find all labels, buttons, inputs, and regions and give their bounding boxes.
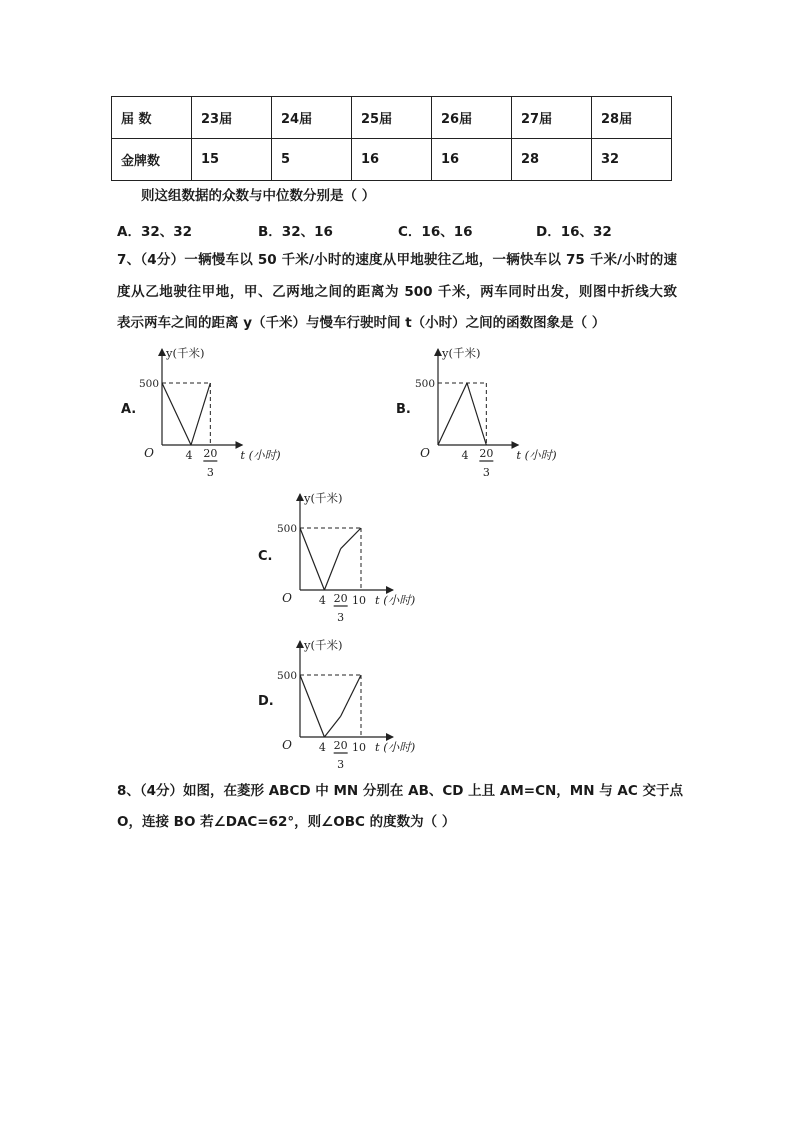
q7-line-3: 表示两车之间的距离 y（千米）与慢车行驶时间 t（小时）之间的函数图象是（ ） bbox=[117, 315, 606, 331]
t-tick-frac-den: 3 bbox=[206, 466, 214, 479]
table-cell: 24届 bbox=[272, 97, 352, 139]
t-tick-frac-den: 3 bbox=[337, 758, 345, 771]
t-tick-4: 4 bbox=[185, 449, 193, 462]
option-label: B． bbox=[258, 224, 282, 240]
q7-graph-b bbox=[406, 340, 556, 490]
series-segment bbox=[191, 383, 210, 445]
option-label: D． bbox=[536, 224, 561, 240]
t-tick-frac-num: 20 bbox=[479, 447, 494, 460]
option-text: 16、16 bbox=[421, 224, 473, 240]
series-segment bbox=[300, 675, 324, 737]
y-tick-500: 500 bbox=[276, 670, 297, 682]
t-axis-label: t (小时) bbox=[375, 593, 416, 607]
table-row-label: 金牌数 bbox=[112, 139, 192, 181]
t-tick-4: 4 bbox=[461, 449, 469, 462]
q8-line-1: 8、（4分）如图，在菱形 ABCD 中 MN 分别在 AB、CD 上且 AM=CN，MN 与 AC 交于点 bbox=[117, 783, 683, 799]
y-axis-label: y(千米) bbox=[304, 491, 343, 505]
table-cell: 16 bbox=[352, 139, 432, 181]
origin-label: O bbox=[144, 446, 154, 460]
q8-line-2: O，连接 BO 若∠DAC=62°，则∠OBC 的度数为（ ） bbox=[117, 814, 456, 830]
q7-option-a[interactable]: A. bbox=[121, 402, 137, 417]
table-cell: 5 bbox=[272, 139, 352, 181]
q7-option-d[interactable]: D. bbox=[258, 694, 274, 709]
q7-graph-d bbox=[268, 632, 418, 782]
series-segment bbox=[300, 528, 324, 590]
y-axis-label: y(千米) bbox=[304, 638, 343, 652]
series-segment bbox=[438, 383, 467, 445]
q7-line-2: 度从乙地驶往甲地，甲、乙两地之间的距离为 500 千米，两车同时出发，则图中折线大致 bbox=[117, 284, 677, 300]
y-axis-label: y(千米) bbox=[442, 346, 481, 360]
series-segment bbox=[467, 383, 486, 445]
table-cell: 15 bbox=[192, 139, 272, 181]
series-segment bbox=[162, 383, 191, 445]
y-tick-500: 500 bbox=[414, 378, 435, 390]
series-segment bbox=[324, 716, 340, 737]
table-header-label: 届 数 bbox=[112, 97, 192, 139]
table-cell: 32 bbox=[592, 139, 672, 181]
q6-option-a[interactable] bbox=[117, 220, 192, 240]
medal-table bbox=[111, 96, 672, 181]
t-tick-frac-den: 3 bbox=[482, 466, 490, 479]
t-tick-10: 10 bbox=[352, 594, 366, 607]
option-text: 16、32 bbox=[560, 224, 612, 240]
t-tick-frac-den: 3 bbox=[337, 611, 345, 624]
t-tick-4: 4 bbox=[318, 741, 326, 754]
t-axis-label: t (小时) bbox=[516, 448, 557, 462]
option-label: A． bbox=[117, 224, 141, 240]
origin-label: O bbox=[282, 591, 292, 605]
q7-graph-c bbox=[268, 485, 418, 635]
table-cell: 28 bbox=[512, 139, 592, 181]
t-tick-frac-num: 20 bbox=[203, 447, 218, 460]
table-row bbox=[112, 97, 672, 139]
table-row bbox=[112, 139, 672, 181]
option-text: 32、32 bbox=[140, 224, 193, 240]
t-tick-10: 10 bbox=[352, 741, 366, 754]
t-tick-4: 4 bbox=[318, 594, 326, 607]
q6-stem: 则这组数据的众数与中位数分别是（ ） bbox=[141, 188, 376, 204]
table-cell: 27届 bbox=[512, 97, 592, 139]
q6-option-c[interactable] bbox=[398, 220, 473, 240]
q6-option-b[interactable] bbox=[258, 220, 333, 240]
t-tick-frac-num: 20 bbox=[333, 592, 348, 605]
q7-graph-a bbox=[130, 340, 280, 490]
t-axis-label: t (小时) bbox=[240, 448, 281, 462]
table-cell: 26届 bbox=[432, 97, 512, 139]
series-segment bbox=[341, 528, 361, 549]
y-axis-label: y(千米) bbox=[166, 346, 205, 360]
table-cell: 16 bbox=[432, 139, 512, 181]
q6-option-d[interactable] bbox=[536, 220, 612, 240]
series-segment bbox=[324, 549, 340, 590]
origin-label: O bbox=[282, 738, 292, 752]
table-cell: 25届 bbox=[352, 97, 432, 139]
q7-option-b[interactable]: B. bbox=[396, 402, 411, 417]
option-label: C． bbox=[398, 224, 422, 240]
y-tick-500: 500 bbox=[138, 378, 159, 390]
t-axis-label: t (小时) bbox=[375, 740, 416, 754]
t-tick-frac-num: 20 bbox=[333, 739, 348, 752]
origin-label: O bbox=[420, 446, 430, 460]
q7-option-c[interactable]: C. bbox=[258, 549, 273, 564]
table-cell: 28届 bbox=[592, 97, 672, 139]
table-cell: 23届 bbox=[192, 97, 272, 139]
option-text: 32、16 bbox=[281, 224, 333, 240]
q7-line-1: 7、（4分）一辆慢车以 50 千米/小时的速度从甲地驶往乙地，一辆快车以 75 千米/小时的速 bbox=[117, 252, 677, 268]
y-tick-500: 500 bbox=[276, 523, 297, 535]
series-segment bbox=[341, 675, 361, 716]
